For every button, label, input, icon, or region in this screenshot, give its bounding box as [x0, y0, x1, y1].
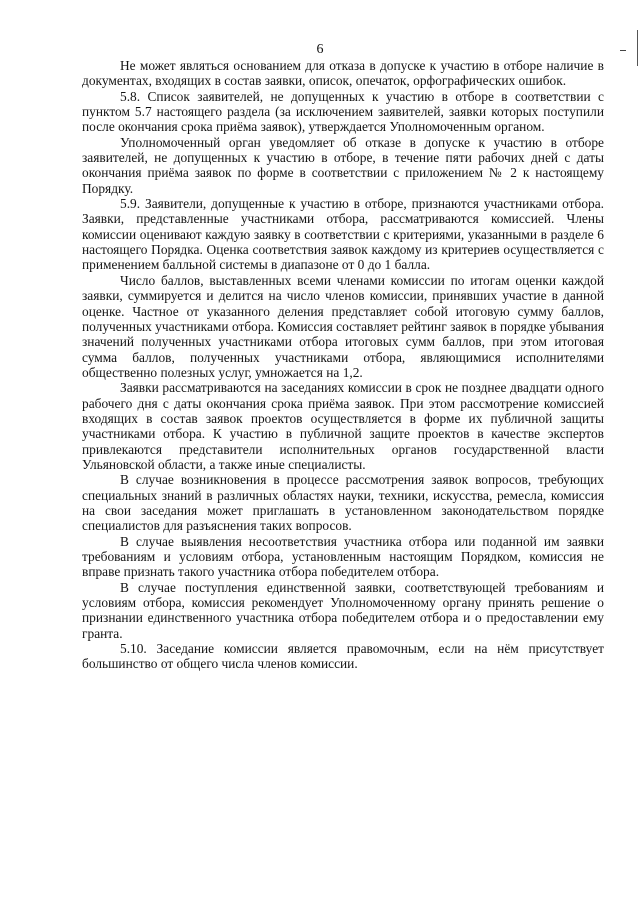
paragraph-single-application: В случае поступления единственной заявки, соответствующей требованиям и условиям отбора, комиссия рекомендует Уполномоченному органу принять решение о признании единственного участника отбора победителем отбора и о предоставлении ему гранта.	[82, 579, 604, 641]
paragraph-5-10-quorum: 5.10. Заседание комиссии является правомочным, если на нём присутствует большинство от общего числа членов комиссии.	[82, 641, 604, 672]
paragraph-nonconformity: В случае выявления несоответствия участника отбора или поданной им заявки требованиям и условиям отбора, установленным настоящим Порядком, комиссия не вправе признать такого участника отбора победителем отбора.	[82, 533, 604, 580]
paragraph-review-meetings: Заявки рассматриваются на заседаниях комиссии в срок не позднее двадцати одного рабочего дня с даты окончания срока приёма заявок. При этом рассмотрение комиссией входящих в состав заявок проектов осуществляется в форме их публичной защиты участниками отбора. К участию в публичной защите проектов в качестве экспертов привлекаются представители исполнительных органов государственной власти Ульяновской области, а также иные специалисты.	[82, 380, 604, 472]
document-body	[82, 58, 604, 672]
paragraph-5-9-evaluation: 5.9. Заявители, допущенные к участию в отборе, признаются участниками отбора. Заявки, представленные участниками отбора, рассматриваются комиссией. Члены комиссии оценивают каждую заявку в соответствии с критериями, указанными в разделе 6 настоящего Порядка. Оценка соответствия заявок каждому из критериев осуществляется с применением балльной системы в диапазоне от 0 до 1 балла.	[82, 196, 604, 273]
paragraph-scoring: Число баллов, выставленных всеми членами комиссии по итогам оценки каждой заявки, суммируется и делится на число членов комиссии, принявших участие в данной оценке. Частное от указанного деления представляет собой итоговую сумму баллов, полученных участниками отбора. Комиссия составляет рейтинг заявок в порядке убывания значений полученных участниками отбора итоговых сумм баллов, при этом итоговая сумма баллов, полученных участниками отбора, являющимися исполнителями общественно полезных услуг, умножается на 1,2.	[82, 272, 604, 380]
paragraph-specialists: В случае возникновения в процессе рассмотрения заявок вопросов, требующих специальных знаний в различных областях науки, техники, искусства, ремесла, комиссия на свои заседания может приглашать в установленном законодательством порядке специалистов для разъяснения таких вопросов.	[82, 472, 604, 534]
paragraph-5-8-rejected-list: 5.8. Список заявителей, не допущенных к участию в отборе в соответствии с пунктом 5.7 настоящего раздела (за исключением заявителей, заявки которых поступили после окончания срока приёма заявок), утверждается Уполномоченным органом.	[82, 88, 604, 135]
page-number: 6	[316, 42, 324, 57]
paragraph-misprints: Не может являться основанием для отказа в допуске к участию в отборе наличие в документах, входящих в состав заявки, описок, опечаток, орфографических ошибок.	[82, 58, 604, 89]
paragraph-rejection-notice: Уполномоченный орган уведомляет об отказе в допуске к участию в отборе заявителей, не допущенных к участию в отборе, в течение пяти рабочих дней с даты окончания приёма заявок по форме в соответствии с приложением № 2 к настоящему Порядку.	[82, 134, 604, 196]
